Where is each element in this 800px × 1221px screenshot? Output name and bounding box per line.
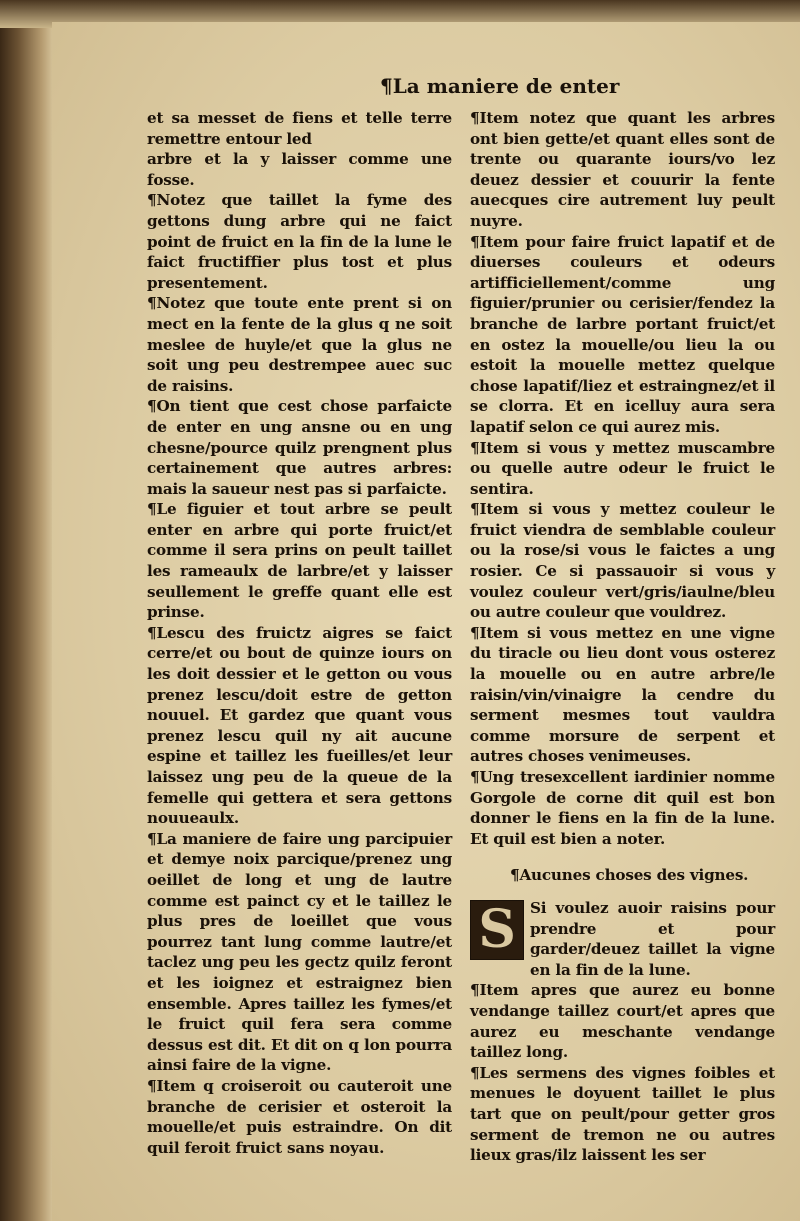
paragraph: ¶Notez que toute ente prent si on mect en la fente de la glus q ne soit meslee de huyle/et que la glus ne soit ung peu destrempee auec suc de raisins. [147,294,452,395]
paragraph: ¶Le figuier et tout arbre se peult enter en arbre qui porte fruict/et comme il sera prins on peult taillet les rameaulx de larbre/et y laisser seullement le greffe quant elle est prinse. [147,500,452,622]
paragraph: ¶Lescu des fruictz aigres se faict cerre/et ou bout de quinze iours on les doit dessier et le getton ou vous prenez lescu/doit estre de getton nouuel. Et gardez que quant vous prenez lescu quil ny ait aucune espine et taillez les fueilles/et leur laissez ung peu de la queue de la femelle qui gettera et sera gettons nouueaulx. [147,623,452,828]
running-header [170,74,730,104]
paragraph: ¶Les sermens des vignes foibles et menues le doyuent taillet le plus tart que on peult/pour getter gros serment de tremon ne ou autres lieux gras/ilz laissent les ser [470,1063,775,1165]
paragraph: ¶Item q croiseroit ou cauteroit une branche de cerisier et osteroit la mouelle/et puis estraindre. On dit quil feroit fruict sans noyau. [147,1076,452,1157]
page-title: ¶La maniere de enter [380,74,620,98]
paragraph: ¶La maniere de faire ung parcipuier et demye noix parcique/prenez ung oeillet de long et ung de lautre comme est painct cy et le taillez le plus pres de loeillet que vous pourrez tant lung comme lautre/et taclez ung peu les gectz quilz feront et les ioignez et estraignez bien ensemble. Apres taillez les fymes/et le fruict quil fera sera comme dessus est dit. Et dit on q lon pourra ainsi faire de la vigne. [147,829,452,1075]
paragraph: ¶Item si vous y mettez couleur le fruict viendra de semblable couleur ou la rose/si vous le faictes a ung rosier. Ce si passauoir si vous y voulez couleur vert/gris/iaulne/bleu ou autre couleur que vouldrez. [470,500,775,622]
decorated-initial: S [470,900,524,960]
paragraph: ¶Item si vous y mettez muscambre ou quelle autre odeur le fruict le sentira. [470,438,775,498]
left-column [147,108,452,1158]
paragraph: ¶Ung tresexcellent iardinier nomme Gorgole de corne dit quil est bon donner le fiens en la fin de la lune. Et quil est bien a noter. [470,768,775,848]
paragraph: ¶Item apres que aurez eu bonne vendange taillez court/et apres que aurez eu meschante vendange taillez long. [470,981,775,1062]
paragraph-with-dropcap [470,898,775,980]
paragraph: arbre et la y laisser comme une fosse. [147,150,452,189]
paragraph: et sa messet de fiens et telle terre remettre entour led [147,109,452,148]
paragraph: ¶Item pour faire fruict lapatif et de diuerses couleurs et odeurs artifficiellement/comme ung figuier/prunier ou cerisier/fendez la branche de larbre portant fruict/et en ostez la mouelle/ou lieu la ou estoit la mouelle mettez quelque chose lapatif/liez et estraingnez/et il se clorra. Et en icelluy aura sera lapatif selon ce qui aurez mis. [470,232,775,436]
book-gutter [0,0,52,1221]
paragraph: ¶Notez que taillet la fyme des gettons dung arbre qui ne faict point de fruict en la fin de la lune le faict fructiffier plus tost et plus presentement. [147,191,452,292]
paragraph: ¶Item notez que quant les arbres ont bien gette/et quant elles sont de trente ou quarante iours/vo lez deuez dessier et couurir la fente auecques cire autrement luy peult nuyre. [470,109,775,230]
paragraph: ¶Item si vous mettez en une vigne du tiracle ou lieu dont vous osterez la mouelle ou en autre arbre/le raisin/vin/vinaigre la cendre du serment mesmes tout vauldra comme morsure de serpent et autres choses venimeuses. [470,623,775,766]
right-column [470,108,775,1166]
paragraph-text: Si voulez auoir raisins pour prendre et pour garder/deuez taillet la vigne en la fin de la lune. [530,898,775,979]
paragraph: ¶On tient que cest chose parfaicte de enter en ung ansne ou en ung chesne/pource quilz prengnent plus certainement que autres arbres: mais la saueur nest pas si parfaicte. [147,397,452,498]
section-heading: ¶Aucunes choses des vignes. [510,866,749,885]
